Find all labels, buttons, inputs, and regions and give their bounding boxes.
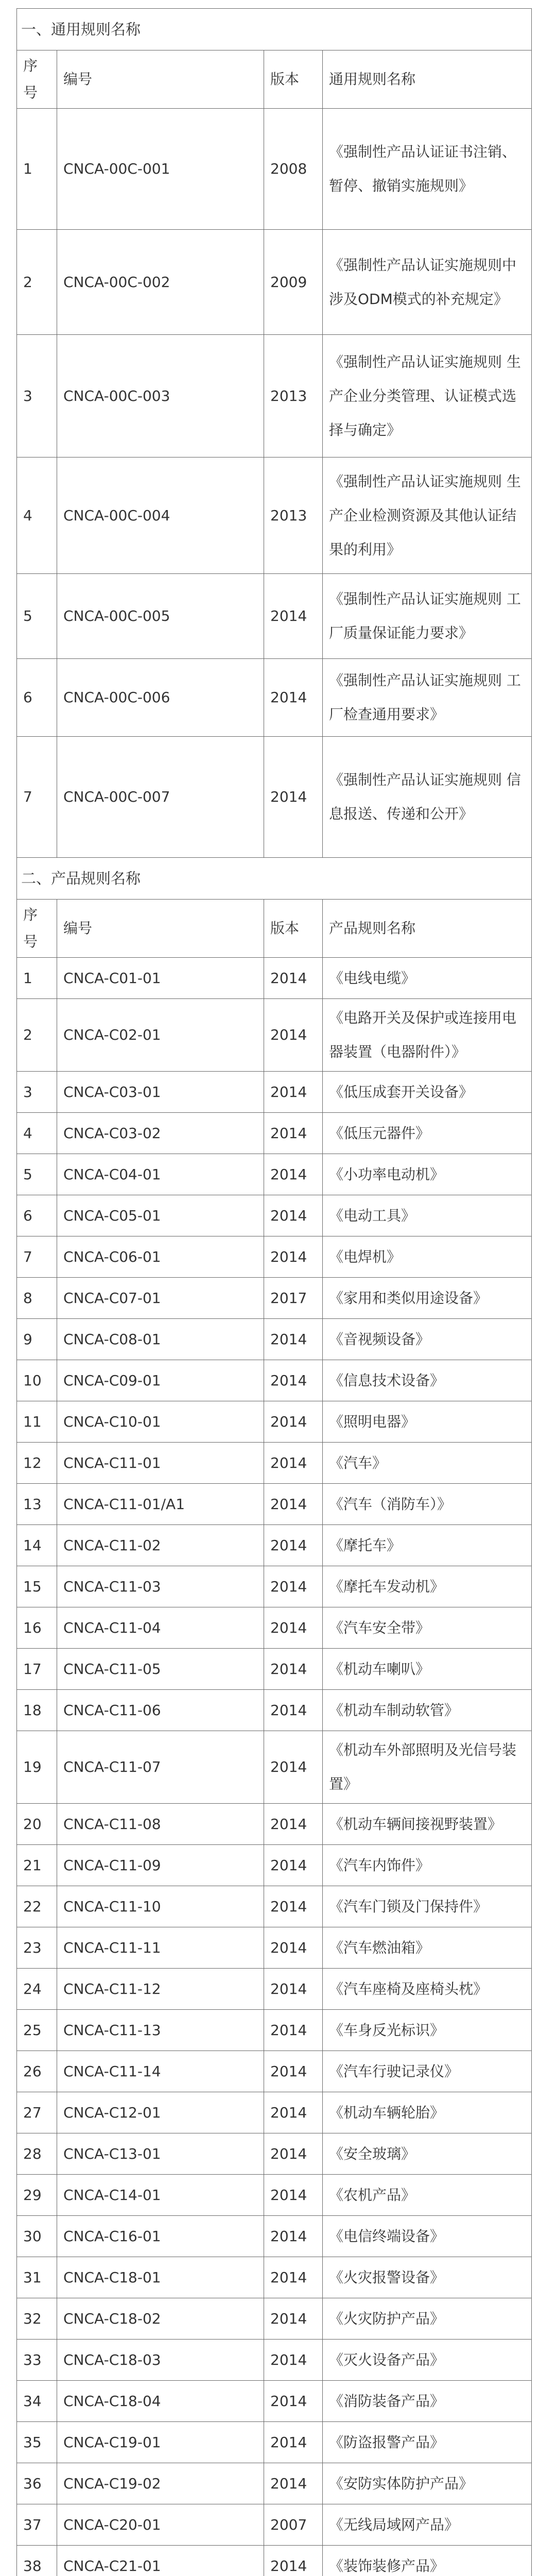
table-row [17, 2422, 532, 2463]
table-row [17, 2216, 532, 2257]
row-name: 《机动车制动软管》 [323, 1690, 532, 1731]
row-seq: 35 [17, 2422, 57, 2463]
table-row [17, 659, 532, 737]
table-row [17, 2463, 532, 2504]
row-version: 2014 [264, 1649, 323, 1690]
row-name: 《汽车（消防车）》 [323, 1484, 532, 1525]
table-row [17, 2257, 532, 2298]
row-seq: 22 [17, 1886, 57, 1927]
row-code: CNCA-C09-01 [57, 1360, 264, 1401]
row-code: CNCA-C06-01 [57, 1236, 264, 1278]
row-seq: 5 [17, 1154, 57, 1195]
row-seq: 7 [17, 1236, 57, 1278]
row-version: 2014 [264, 2546, 323, 2576]
row-name: 《农机产品》 [323, 2175, 532, 2216]
header-version: 版本 [264, 50, 323, 109]
row-code: CNCA-C11-14 [57, 2051, 264, 2092]
row-version: 2014 [264, 1154, 323, 1195]
row-version: 2014 [264, 2092, 323, 2133]
row-version: 2014 [264, 1360, 323, 1401]
row-name: 《小功率电动机》 [323, 1154, 532, 1195]
row-name: 《消防装备产品》 [323, 2381, 532, 2422]
row-version: 2014 [264, 659, 323, 737]
table-row [17, 2010, 532, 2051]
row-seq: 29 [17, 2175, 57, 2216]
table-row [17, 2133, 532, 2175]
row-code: CNCA-C05-01 [57, 1195, 264, 1236]
row-seq: 17 [17, 1649, 57, 1690]
row-version: 2014 [264, 574, 323, 659]
row-code: CNCA-00C-002 [57, 230, 264, 335]
table-row [17, 230, 532, 335]
row-name: 《装饰装修产品》 [323, 2546, 532, 2576]
row-version: 2014 [264, 1443, 323, 1484]
section-title: 一、通用规则名称 [17, 9, 532, 50]
row-code: CNCA-C11-04 [57, 1607, 264, 1649]
row-version: 2013 [264, 457, 323, 574]
row-name: 《机动车辆间接视野装置》 [323, 1804, 532, 1845]
row-seq: 6 [17, 659, 57, 737]
header-version: 版本 [264, 900, 323, 958]
row-seq: 3 [17, 335, 57, 457]
row-code: CNCA-C03-02 [57, 1113, 264, 1154]
row-version: 2014 [264, 2463, 323, 2504]
table-row [17, 335, 532, 457]
row-version: 2014 [264, 1319, 323, 1360]
row-version: 2014 [264, 2133, 323, 2175]
row-code: CNCA-C11-08 [57, 1804, 264, 1845]
row-name: 《机动车外部照明及光信号装置》 [323, 1731, 532, 1804]
row-name: 《汽车》 [323, 1443, 532, 1484]
row-version: 2014 [264, 1525, 323, 1566]
row-version: 2014 [264, 1927, 323, 1969]
row-seq: 16 [17, 1607, 57, 1649]
row-seq: 12 [17, 1443, 57, 1484]
row-seq: 11 [17, 1401, 57, 1443]
row-version: 2014 [264, 2010, 323, 2051]
header-name: 产品规则名称 [323, 900, 532, 958]
row-version: 2014 [264, 1401, 323, 1443]
row-name: 《电路开关及保护或连接用电器装置（电器附件）》 [323, 999, 532, 1072]
row-seq: 24 [17, 1969, 57, 2010]
row-code: CNCA-C08-01 [57, 1319, 264, 1360]
table-row [17, 1154, 532, 1195]
row-seq: 2 [17, 230, 57, 335]
row-code: CNCA-C11-01 [57, 1443, 264, 1484]
row-code: CNCA-C01-01 [57, 958, 264, 999]
row-seq: 2 [17, 999, 57, 1072]
row-version: 2014 [264, 999, 323, 1072]
row-version: 2013 [264, 335, 323, 457]
row-seq: 8 [17, 1278, 57, 1319]
table-row [17, 109, 532, 230]
row-code: CNCA-00C-003 [57, 335, 264, 457]
row-version: 2007 [264, 2504, 323, 2546]
row-name: 《机动车辆轮胎》 [323, 2092, 532, 2133]
row-seq: 23 [17, 1927, 57, 1969]
row-seq: 18 [17, 1690, 57, 1731]
table-row [17, 1927, 532, 1969]
table-row [17, 1525, 532, 1566]
table-row [17, 1804, 532, 1845]
row-seq: 1 [17, 109, 57, 230]
row-code: CNCA-C13-01 [57, 2133, 264, 2175]
row-version: 2014 [264, 2216, 323, 2257]
row-version: 2014 [264, 1969, 323, 2010]
row-name: 《信息技术设备》 [323, 1360, 532, 1401]
row-name: 《汽车燃油箱》 [323, 1927, 532, 1969]
table-row [17, 2546, 532, 2576]
row-code: CNCA-00C-005 [57, 574, 264, 659]
rules-table [16, 8, 532, 2576]
row-seq: 7 [17, 737, 57, 858]
row-name: 《汽车行驶记录仪》 [323, 2051, 532, 2092]
row-code: CNCA-00C-006 [57, 659, 264, 737]
row-seq: 28 [17, 2133, 57, 2175]
row-name: 《音视频设备》 [323, 1319, 532, 1360]
row-version: 2014 [264, 2175, 323, 2216]
table-row [17, 1236, 532, 1278]
row-name: 《安防实体防护产品》 [323, 2463, 532, 2504]
row-name: 《强制性产品认证实施规则 工厂质量保证能力要求》 [323, 574, 532, 659]
table-header-row [17, 50, 532, 109]
row-code: CNCA-C11-05 [57, 1649, 264, 1690]
row-version: 2014 [264, 1236, 323, 1278]
table-row [17, 1360, 532, 1401]
section-title: 二、产品规则名称 [17, 858, 532, 900]
table-row [17, 1319, 532, 1360]
row-version: 2014 [264, 1607, 323, 1649]
table-row [17, 999, 532, 1072]
table-row [17, 457, 532, 574]
row-name: 《汽车座椅及座椅头枕》 [323, 1969, 532, 2010]
row-version: 2008 [264, 109, 323, 230]
row-code: CNCA-C10-01 [57, 1401, 264, 1443]
row-seq: 3 [17, 1072, 57, 1113]
row-seq: 19 [17, 1731, 57, 1804]
row-version: 2014 [264, 1845, 323, 1886]
header-code: 编号 [57, 900, 264, 958]
row-code: CNCA-C11-07 [57, 1731, 264, 1804]
row-name: 《强制性产品认证实施规则 工厂检查通用要求》 [323, 659, 532, 737]
row-name: 《强制性产品认证实施规则中涉及ODM模式的补充规定》 [323, 230, 532, 335]
header-seq: 序号 [17, 50, 57, 109]
row-name: 《强制性产品认证实施规则 生产企业分类管理、认证模式选择与确定》 [323, 335, 532, 457]
row-name: 《电线电缆》 [323, 958, 532, 999]
table-row [17, 1278, 532, 1319]
row-code: CNCA-C18-03 [57, 2340, 264, 2381]
row-seq: 1 [17, 958, 57, 999]
table-row [17, 1443, 532, 1484]
table-row [17, 2175, 532, 2216]
row-name: 《汽车安全带》 [323, 1607, 532, 1649]
row-code: CNCA-00C-007 [57, 737, 264, 858]
row-seq: 15 [17, 1566, 57, 1607]
row-name: 《摩托车》 [323, 1525, 532, 1566]
table-row [17, 1484, 532, 1525]
row-version: 2009 [264, 230, 323, 335]
row-version: 2014 [264, 1566, 323, 1607]
row-code: CNCA-C11-13 [57, 2010, 264, 2051]
row-seq: 6 [17, 1195, 57, 1236]
table-row [17, 1649, 532, 1690]
row-name: 《照明电器》 [323, 1401, 532, 1443]
row-name: 《防盗报警产品》 [323, 2422, 532, 2463]
table-header-row [17, 900, 532, 958]
row-name: 《火灾报警设备》 [323, 2257, 532, 2298]
row-code: CNCA-C18-01 [57, 2257, 264, 2298]
row-version: 2014 [264, 1690, 323, 1731]
row-name: 《电动工具》 [323, 1195, 532, 1236]
row-code: CNCA-C11-01/A1 [57, 1484, 264, 1525]
row-name: 《灭火设备产品》 [323, 2340, 532, 2381]
row-version: 2014 [264, 1195, 323, 1236]
row-code: CNCA-C20-01 [57, 2504, 264, 2546]
row-code: CNCA-C11-09 [57, 1845, 264, 1886]
row-seq: 26 [17, 2051, 57, 2092]
row-name: 《低压元器件》 [323, 1113, 532, 1154]
row-seq: 33 [17, 2340, 57, 2381]
row-version: 2014 [264, 737, 323, 858]
header-seq: 序号 [17, 900, 57, 958]
table-row [17, 2051, 532, 2092]
table-row [17, 2340, 532, 2381]
table-row [17, 2504, 532, 2546]
row-seq: 31 [17, 2257, 57, 2298]
row-seq: 27 [17, 2092, 57, 2133]
row-version: 2014 [264, 2298, 323, 2340]
header-name: 通用规则名称 [323, 50, 532, 109]
row-code: CNCA-C18-04 [57, 2381, 264, 2422]
row-name: 《无线局域网产品》 [323, 2504, 532, 2546]
table-row [17, 1113, 532, 1154]
row-name: 《低压成套开关设备》 [323, 1072, 532, 1113]
row-seq: 4 [17, 1113, 57, 1154]
table-row [17, 1566, 532, 1607]
section-title-row [17, 858, 532, 900]
row-name: 《强制性产品认证证书注销、暂停、撤销实施规则》 [323, 109, 532, 230]
row-code: CNCA-C11-02 [57, 1525, 264, 1566]
table-row [17, 2092, 532, 2133]
row-seq: 30 [17, 2216, 57, 2257]
row-seq: 25 [17, 2010, 57, 2051]
row-seq: 36 [17, 2463, 57, 2504]
row-version: 2014 [264, 958, 323, 999]
table-row [17, 1690, 532, 1731]
row-code: CNCA-C18-02 [57, 2298, 264, 2340]
row-version: 2014 [264, 1113, 323, 1154]
row-seq: 38 [17, 2546, 57, 2576]
row-seq: 32 [17, 2298, 57, 2340]
row-version: 2014 [264, 1804, 323, 1845]
row-code: CNCA-C03-01 [57, 1072, 264, 1113]
table-row [17, 958, 532, 999]
row-version: 2017 [264, 1278, 323, 1319]
table-row [17, 574, 532, 659]
table-row [17, 1401, 532, 1443]
row-seq: 13 [17, 1484, 57, 1525]
row-code: CNCA-C21-01 [57, 2546, 264, 2576]
row-name: 《强制性产品认证实施规则 信息报送、传递和公开》 [323, 737, 532, 858]
row-code: CNCA-C11-06 [57, 1690, 264, 1731]
row-seq: 4 [17, 457, 57, 574]
row-seq: 37 [17, 2504, 57, 2546]
row-code: CNCA-00C-001 [57, 109, 264, 230]
row-version: 2014 [264, 1886, 323, 1927]
row-version: 2014 [264, 1072, 323, 1113]
row-code: CNCA-C04-01 [57, 1154, 264, 1195]
rules-table-container [16, 8, 531, 2576]
row-code: CNCA-C19-02 [57, 2463, 264, 2504]
row-code: CNCA-C11-11 [57, 1927, 264, 1969]
row-seq: 34 [17, 2381, 57, 2422]
row-code: CNCA-C11-12 [57, 1969, 264, 2010]
row-seq: 10 [17, 1360, 57, 1401]
row-name: 《电信终端设备》 [323, 2216, 532, 2257]
row-version: 2014 [264, 2340, 323, 2381]
row-name: 《电焊机》 [323, 1236, 532, 1278]
row-code: CNCA-C11-03 [57, 1566, 264, 1607]
row-code: CNCA-C11-10 [57, 1886, 264, 1927]
row-seq: 20 [17, 1804, 57, 1845]
row-version: 2014 [264, 2257, 323, 2298]
table-row [17, 1731, 532, 1804]
row-seq: 9 [17, 1319, 57, 1360]
row-name: 《强制性产品认证实施规则 生产企业检测资源及其他认证结果的利用》 [323, 457, 532, 574]
row-code: CNCA-C14-01 [57, 2175, 264, 2216]
row-seq: 14 [17, 1525, 57, 1566]
table-row [17, 2298, 532, 2340]
row-name: 《汽车门锁及门保持件》 [323, 1886, 532, 1927]
table-row [17, 737, 532, 858]
table-row [17, 1072, 532, 1113]
row-name: 《汽车内饰件》 [323, 1845, 532, 1886]
header-code: 编号 [57, 50, 264, 109]
row-version: 2014 [264, 2381, 323, 2422]
row-code: CNCA-00C-004 [57, 457, 264, 574]
row-version: 2014 [264, 2051, 323, 2092]
row-code: CNCA-C19-01 [57, 2422, 264, 2463]
table-row [17, 1195, 532, 1236]
table-row [17, 1607, 532, 1649]
row-code: CNCA-C12-01 [57, 2092, 264, 2133]
row-code: CNCA-C02-01 [57, 999, 264, 1072]
table-row [17, 2381, 532, 2422]
row-code: CNCA-C07-01 [57, 1278, 264, 1319]
row-code: CNCA-C16-01 [57, 2216, 264, 2257]
row-name: 《安全玻璃》 [323, 2133, 532, 2175]
row-seq: 5 [17, 574, 57, 659]
row-name: 《家用和类似用途设备》 [323, 1278, 532, 1319]
row-seq: 21 [17, 1845, 57, 1886]
row-name: 《机动车喇叭》 [323, 1649, 532, 1690]
table-row [17, 1845, 532, 1886]
row-name: 《火灾防护产品》 [323, 2298, 532, 2340]
section-title-row [17, 9, 532, 50]
row-version: 2014 [264, 1731, 323, 1804]
row-name: 《车身反光标识》 [323, 2010, 532, 2051]
row-version: 2014 [264, 1484, 323, 1525]
table-row [17, 1886, 532, 1927]
row-version: 2014 [264, 2422, 323, 2463]
table-row [17, 1969, 532, 2010]
row-name: 《摩托车发动机》 [323, 1566, 532, 1607]
